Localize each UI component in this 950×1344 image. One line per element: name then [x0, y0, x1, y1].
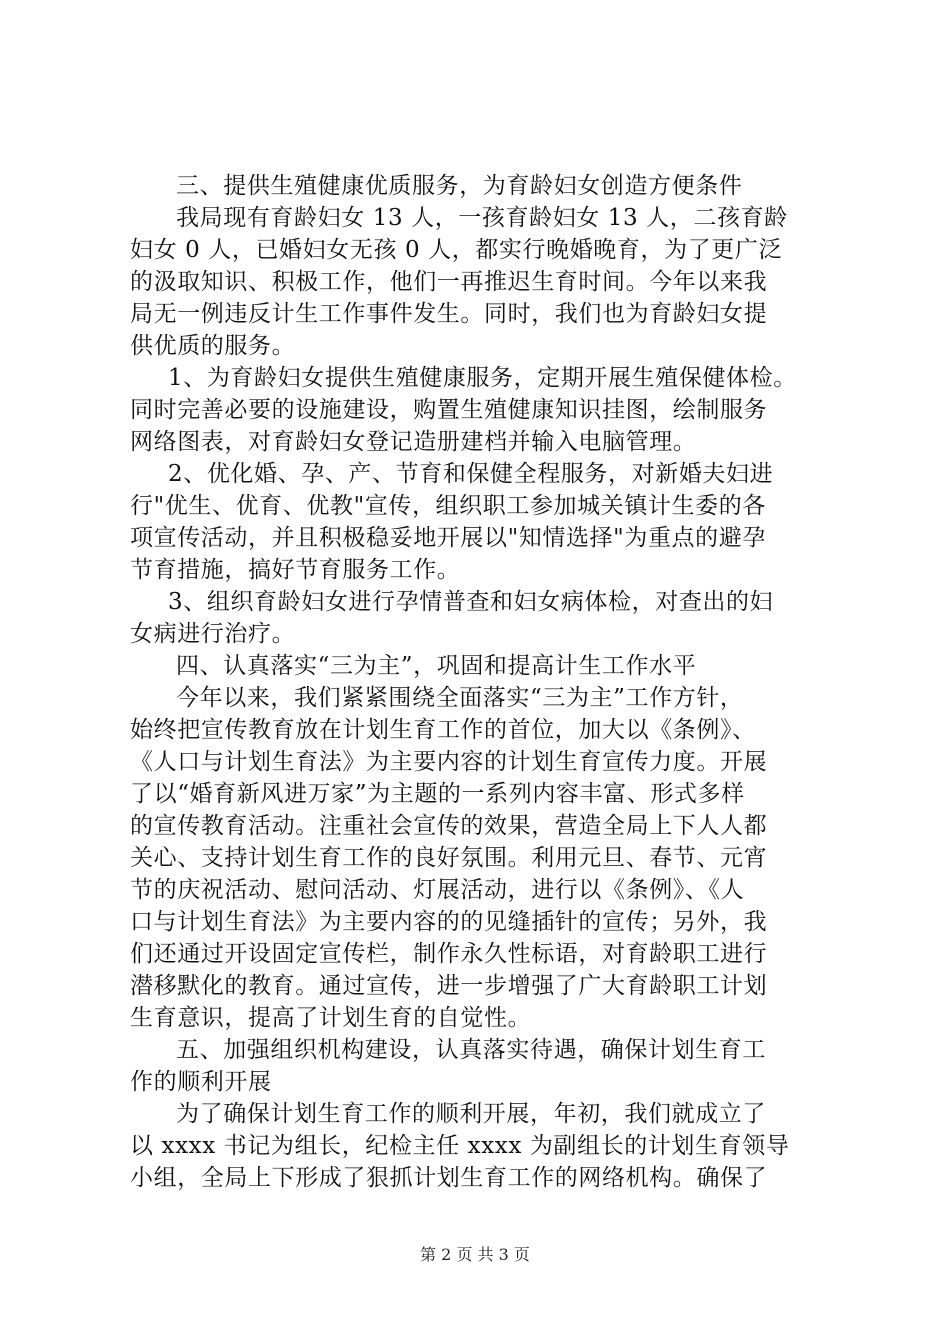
paragraph-line: 关心、支持计划生育工作的良好氛围。利用元旦、春节、元宵	[130, 845, 768, 871]
list-item-2: 2、优化婚、孕、产、节育和保健全程服务，对新婚夫妇进	[168, 461, 774, 487]
paragraph-line: 们还通过开设固定宣传栏，制作永久性标语，对育龄职工进行	[130, 941, 768, 967]
list-item-3: 3、组织育龄妇女进行孕情普查和妇女病体检，对查出的妇	[168, 589, 774, 615]
paragraph-line: 同时完善必要的设施建设，购置生殖健康知识挂图，绘制服务	[130, 397, 768, 423]
paragraph-line: 口与计划生育法》为主要内容的的见缝插针的宣传；另外，我	[130, 909, 768, 935]
paragraph-line: 今年以来，我们紧紧围绕全面落实“三为主”工作方针，	[176, 685, 744, 711]
paragraph-line: 网络图表，对育龄妇女登记造册建档并输入电脑管理。	[130, 429, 697, 455]
paragraph-line: 节育措施，搞好节育服务工作。	[130, 557, 461, 583]
section-heading-5-continued: 作的顺利开展	[130, 1069, 272, 1095]
paragraph-line: 的汲取知识、积极工作，他们一再推迟生育时间。今年以来我	[130, 269, 768, 295]
paragraph-line: 行"优生、优育、优教"宣传，组织职工参加城关镇计生委的各	[130, 493, 766, 519]
section-heading-4: 四、认真落实“三为主”，巩固和提高计生工作水平	[176, 653, 697, 679]
paragraph-line: 的宣传教育活动。注重社会宣传的效果，营造全局上下人人都	[130, 813, 768, 839]
paragraph-line: 我局现有育龄妇女 13 人，一孩育龄妇女 13 人，二孩育龄	[176, 205, 788, 231]
page-number-footer: 第 2 页 共 3 页	[420, 1245, 530, 1264]
paragraph-line: 局无一例违反计生工作事件发生。同时，我们也为育龄妇女提	[130, 301, 768, 327]
section-heading-5: 五、加强组织机构建设，认真落实待遇，确保计划生育工	[176, 1037, 766, 1063]
paragraph-line: 妇女 0 人，已婚妇女无孩 0 人，都实行晚婚晚育，为了更广泛	[130, 237, 783, 263]
paragraph-line: 小组，全局上下形成了狠抓计划生育工作的网络机构。确保了	[130, 1165, 768, 1191]
section-heading-3: 三、提供生殖健康优质服务，为育龄妇女创造方便条件	[176, 173, 743, 199]
list-item-1: 1、为育龄妇女提供生殖健康服务，定期开展生殖保健体检。	[168, 365, 797, 391]
paragraph-line: 生育意识，提高了计划生育的自觉性。	[130, 1005, 532, 1031]
paragraph-line: 潜移默化的教育。通过宣传，进一步增强了广大育龄职工计划	[130, 973, 768, 999]
paragraph-line: 女病进行治疗。	[130, 621, 296, 647]
paragraph-line: 为了确保计划生育工作的顺利开展，年初，我们就成立了	[176, 1101, 766, 1127]
paragraph-line: 了以“婚育新风进万家”为主题的一系列内容丰富、形式多样	[130, 781, 745, 807]
document-body	[130, 170, 850, 1194]
paragraph-line: 节的庆祝活动、慰问活动、灯展活动，进行以《条例》、《人	[130, 877, 745, 903]
paragraph-line: 供优质的服务。	[130, 333, 296, 359]
paragraph-line: 始终把宣传教育放在计划生育工作的首位，加大以《条例》、	[130, 717, 756, 743]
paragraph-line: 《人口与计划生育法》为主要内容的计划生育宣传力度。开展	[130, 749, 768, 775]
paragraph-line: 项宣传活动，并且积极稳妥地开展以"知情选择"为重点的避孕	[130, 525, 766, 551]
paragraph-line: 以 xxxx 书记为组长，纪检主任 xxxx 为副组长的计划生育领导	[130, 1133, 790, 1159]
